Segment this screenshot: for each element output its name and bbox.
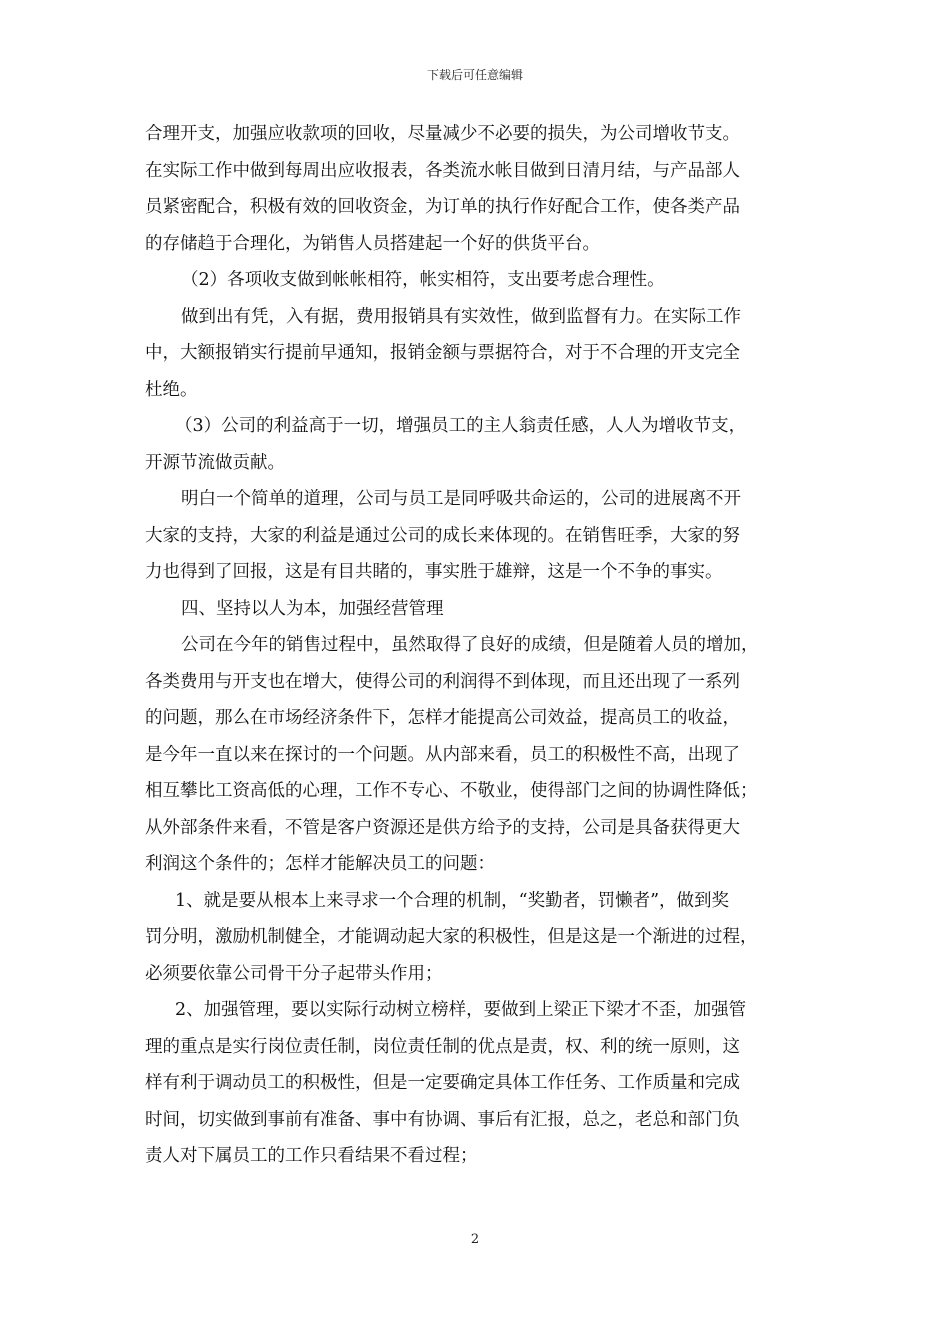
text-line: 罚分明，激励机制健全，才能调动起大家的积极性，但是这是一个渐进的过程， xyxy=(145,927,758,947)
text-line: 合理开支，加强应收款项的回收，尽量减少不必要的损失，为公司增收节支。 xyxy=(145,124,740,144)
text-line: 杜绝。 xyxy=(145,379,198,400)
section-heading: （3）公司的利益高于一切，增强员工的主人翁责任感，人人为增收节支， xyxy=(175,416,747,436)
text-line: 力也得到了回报，这是有目共睹的，事实胜于雄辩，这是一个不争的事实。 xyxy=(145,562,723,582)
text-line: 的问题，那么在市场经济条件下，怎样才能提高公司效益，提高员工的收益， xyxy=(145,708,740,728)
text-line: 责人对下属员工的工作只看结果不看过程； xyxy=(145,1146,478,1166)
section-heading: （2）各项收支做到帐帐相符，帐实相符，支出要考虑合理性。 xyxy=(181,270,665,290)
list-item: 2、加强管理，要以实际行动树立榜样，要做到上梁正下梁才不歪，加强管 xyxy=(175,1000,747,1020)
text-line: 在实际工作中做到每周出应收报表，各类流水帐目做到日清月结，与产品部人 xyxy=(145,160,740,181)
page-header: 下载后可任意编辑 xyxy=(426,68,523,82)
text-line: 大家的支持，大家的利益是通过公司的成长来体现的。在销售旺季，大家的努 xyxy=(145,525,740,546)
page-number: 2 xyxy=(470,1232,480,1247)
text-line: 理的重点是实行岗位责任制，岗位责任制的优点是责，权、利的统一原则，这 xyxy=(145,1036,740,1057)
text-line: 公司在今年的销售过程中，虽然取得了良好的成绩，但是随着人员的增加， xyxy=(181,635,759,655)
text-line: 利润这个条件的；怎样才能解决员工的问题： xyxy=(145,854,495,874)
text-line: 相互攀比工资高低的心理，工作不专心、不敬业，使得部门之间的协调性降低； xyxy=(145,781,758,801)
text-line: 样有利于调动员工的积极性，但是一定要确定具体工作任务、工作质量和完成 xyxy=(145,1073,740,1093)
text-line: 从外部条件来看，不管是客户资源还是供方给予的支持，公司是具备获得更大 xyxy=(145,817,740,838)
text-line: 明白一个简单的道理，公司与员工是同呼吸共命运的，公司的进展离不开 xyxy=(181,489,741,509)
section-heading: 四、坚持以人为本，加强经营管理 xyxy=(181,598,444,619)
body-text xyxy=(145,116,810,1175)
text-line: 时间，切实做到事前有准备、事中有协调、事后有汇报，总之，老总和部门负 xyxy=(145,1109,740,1130)
list-item: 1、就是要从根本上来寻求一个合理的机制，“奖勤者，罚懒者”，做到奖 xyxy=(175,890,730,911)
text-line: 必须要依靠公司骨干分子起带头作用； xyxy=(145,963,443,984)
text-line: 中，大额报销实行提前早通知，报销金额与票据符合，对于不合理的开支完全 xyxy=(145,343,740,363)
text-line: 的存储趋于合理化，为销售人员搭建起一个好的供货平台。 xyxy=(145,233,600,254)
text-line: 员紧密配合，积极有效的回收资金，为订单的执行作好配合工作，使各类产品 xyxy=(145,197,740,217)
text-line: 做到出有凭，入有据，费用报销具有实效性，做到监督有力。在实际工作 xyxy=(181,306,741,327)
text-line: 开源节流做贡献。 xyxy=(145,452,285,473)
text-line: 各类费用与开支也在增大，使得公司的利润得不到体现，而且还出现了一系列 xyxy=(145,671,740,692)
text-line: 是今年一直以来在探讨的一个问题。从内部来看，员工的积极性不高，出现了 xyxy=(145,744,740,765)
